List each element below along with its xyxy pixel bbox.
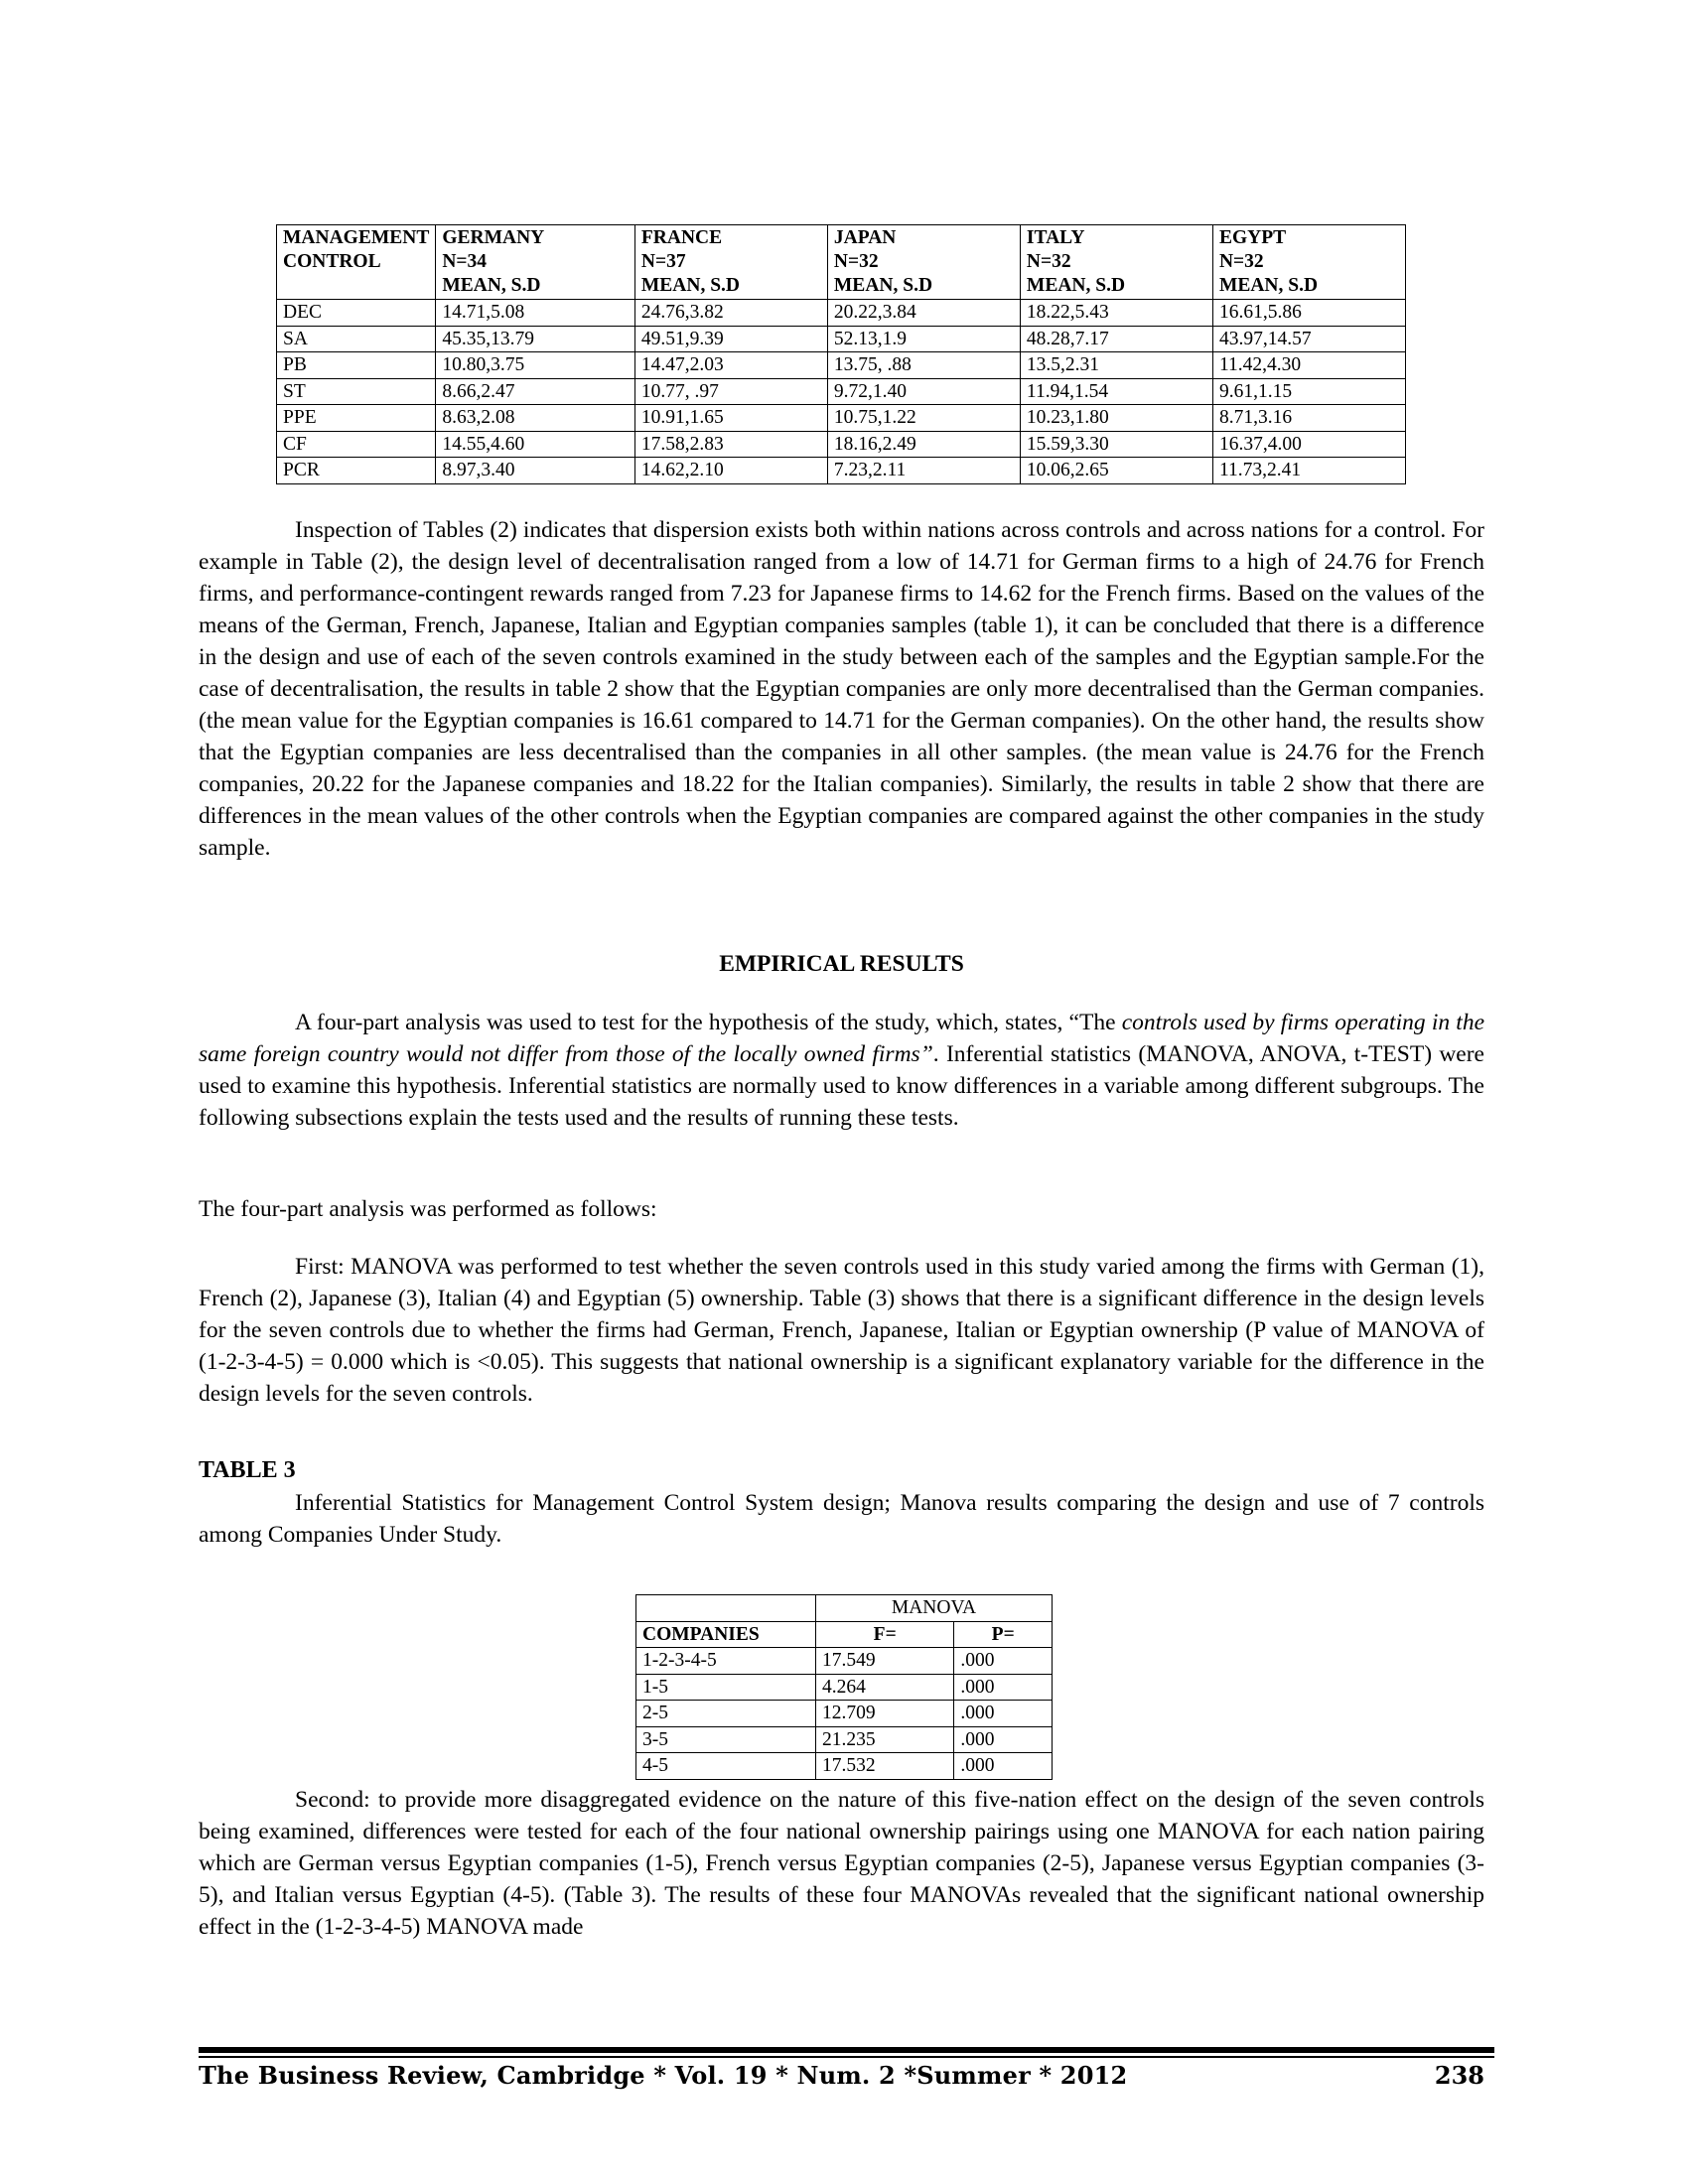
table-cell: 13.5,2.31 <box>1020 352 1212 379</box>
table-cell: 11.94,1.54 <box>1020 378 1212 405</box>
table-cell: 1-5 <box>636 1674 816 1701</box>
table-cell: 4-5 <box>636 1753 816 1780</box>
table-cell: 7.23,2.11 <box>827 458 1020 484</box>
table-cell: 11.73,2.41 <box>1212 458 1405 484</box>
header-italy <box>1020 225 1212 300</box>
table-cell: 10.23,1.80 <box>1020 405 1212 432</box>
hypothesis-quote: controls used by firms operating in the same foreign country would not differ from those of the locally owned firms” <box>199 1010 1485 1067</box>
table-2-means <box>276 224 1406 484</box>
table-cell: 8.97,3.40 <box>436 458 635 484</box>
header-line: EGYPT <box>1218 227 1287 248</box>
section-heading-empirical-results: EMPIRICAL RESULTS <box>719 951 964 977</box>
table-row <box>636 1648 1053 1675</box>
header-line: MEAN, S.D <box>442 275 541 296</box>
table-cell: 20.22,3.84 <box>827 300 1020 327</box>
table-row <box>277 458 1406 484</box>
footer-journal-citation: The Business Review, Cambridge * Vol. 19 * Num. 2 *Summer * 2012 <box>199 2061 1128 2090</box>
table-row <box>636 1674 1053 1701</box>
table-cell: 1-2-3-4-5 <box>636 1648 816 1675</box>
table-cell: 12.709 <box>816 1701 954 1727</box>
table-cell: 9.72,1.40 <box>827 378 1020 405</box>
header-line: GERMANY <box>442 227 545 248</box>
table-cell: 45.35,13.79 <box>436 326 635 352</box>
table-2-header-row <box>277 225 1406 300</box>
table-cell: 17.549 <box>816 1648 954 1675</box>
table-cell: 3-5 <box>636 1726 816 1753</box>
table-cell: 14.62,2.10 <box>634 458 827 484</box>
table-row <box>636 1726 1053 1753</box>
table-cell: 14.71,5.08 <box>436 300 635 327</box>
table-cell: SA <box>277 326 436 352</box>
header-p: P= <box>954 1621 1053 1648</box>
paragraph-performed-as-follows: The four-part analysis was performed as follows: <box>199 1196 657 1222</box>
header-line: MEAN, S.D <box>833 275 933 296</box>
table-cell: 8.66,2.47 <box>436 378 635 405</box>
header-line: MEAN, S.D <box>640 275 741 296</box>
header-line: N=32 <box>1026 251 1071 272</box>
table-cell: 43.97,14.57 <box>1212 326 1405 352</box>
header-companies: COMPANIES <box>636 1621 816 1648</box>
table-3-manova <box>635 1594 1053 1780</box>
table-cell: PPE <box>277 405 436 432</box>
table-cell: CF <box>277 431 436 458</box>
footer-page-number: 238 <box>1434 2061 1484 2090</box>
table-cell: .000 <box>954 1753 1053 1780</box>
table-cell: DEC <box>277 300 436 327</box>
table-cell: 8.63,2.08 <box>436 405 635 432</box>
table-row <box>277 405 1406 432</box>
table-cell: 9.61,1.15 <box>1212 378 1405 405</box>
table-cell: 15.59,3.30 <box>1020 431 1212 458</box>
table-row <box>277 352 1406 379</box>
table-cell: 14.47,2.03 <box>634 352 827 379</box>
table-cell: 14.55,4.60 <box>436 431 635 458</box>
header-line: N=37 <box>640 251 686 272</box>
table-cell: 11.42,4.30 <box>1212 352 1405 379</box>
header-line: N=34 <box>442 251 488 272</box>
manova-group-header: MANOVA <box>816 1595 1053 1622</box>
paragraph-first-manova: First: MANOVA was performed to test whether the seven controls used in this study varied among the firms with German (1), French (2), Japanese (3), Italian (4) and Egyptian (5) ownership. Table (3) shows that there is a significant difference in the design levels for the seven controls due to whether the firms had German, French, Japanese, Italian or Egyptian ownership (P value of MANOVA of (1-2-3-4-5) = 0.000 which is <0.05). This suggests that national ownership is a significant explanatory variable for the difference in the design levels for the seven controls. <box>199 1254 1484 1407</box>
table-cell: .000 <box>954 1674 1053 1701</box>
header-line: FRANCE <box>640 227 723 248</box>
table-3-label: TABLE 3 <box>199 1457 296 1483</box>
table-cell: 2-5 <box>636 1701 816 1727</box>
text-span: . Inferential statistics (MANOVA, ANOVA, t-TEST) were used to examine this hypothesis. Inferential statistics are normally used to know differences in a variable among different subgroups. The following subsections explain the tests used and the results of running these tests. <box>199 1041 1484 1131</box>
table-cell: 17.532 <box>816 1753 954 1780</box>
header-line: MEAN, S.D <box>1026 275 1126 296</box>
header-germany <box>436 225 635 300</box>
header-line: MANAGEMENT <box>283 227 430 248</box>
header-line: N=32 <box>1218 251 1264 272</box>
table-cell: 10.91,1.65 <box>634 405 827 432</box>
text-span: A four-part analysis was used to test for the hypothesis of the study, which, states, “The <box>295 1010 1122 1035</box>
table-cell: 16.61,5.86 <box>1212 300 1405 327</box>
header-japan <box>827 225 1020 300</box>
header-line: CONTROL <box>283 251 381 272</box>
header-line: N=32 <box>833 251 879 272</box>
page <box>199 0 1484 2184</box>
table-cell: 10.80,3.75 <box>436 352 635 379</box>
header-line: ITALY <box>1026 227 1085 248</box>
footer-rule-thick <box>199 2047 1494 2053</box>
table-row <box>636 1753 1053 1780</box>
table-cell: 21.235 <box>816 1726 954 1753</box>
table-cell: 16.37,4.00 <box>1212 431 1405 458</box>
table-cell-empty <box>636 1595 816 1622</box>
table-cell: 13.75, .88 <box>827 352 1020 379</box>
table-cell: 10.06,2.65 <box>1020 458 1212 484</box>
table-cell: ST <box>277 378 436 405</box>
paragraph-second-manova: Second: to provide more disaggregated evidence on the nature of this five-nation effect on the design of the seven controls being examined, differences were tested for each of the four national ownership pairings using one MANOVA for each nation pairing which are German versus Egyptian companies (1-5), French versus Egyptian companies (2-5), Japanese versus Egyptian companies (3-5), and Italian versus Egyptian (4-5). (Table 3). The results of these four MANOVAs revealed that the significant national ownership effect in the (1-2-3-4-5) MANOVA made <box>199 1787 1484 1940</box>
table-cell: PB <box>277 352 436 379</box>
footer-rule-thin <box>199 2056 1494 2058</box>
table-cell: 24.76,3.82 <box>634 300 827 327</box>
table-cell: 10.77, .97 <box>634 378 827 405</box>
table-cell: 4.264 <box>816 1674 954 1701</box>
table-row <box>277 378 1406 405</box>
header-line: JAPAN <box>833 227 897 248</box>
header-line: MEAN, S.D <box>1218 275 1319 296</box>
paragraph-inspection: Inspection of Tables (2) indicates that dispersion exists both within nations across controls and across nations for a control. For example in Table (2), the design level of decentralisation ranged from a low of 14.71 for German firms to a high of 24.76 for French firms, and performance-contingent rewards ranged from 7.23 for Japanese firms to 14.62 for the French firms. Based on the values of the means of the German, French, Japanese, Italian and Egyptian companies samples (table 1), it can be concluded that there is a difference in the design and use of each of the seven controls examined in the study between each of the samples and the Egyptian sample.For the case of decentralisation, the results in table 2 show that the Egyptian companies are only more decentralised than the German companies. (the mean value for the Egyptian companies is 16.61 compared to 14.71 for the German companies). On the other hand, the results show that the Egyptian companies are less decentralised than the companies in all other samples. (the mean value is 24.76 for the French companies, 20.22 for the Japanese companies and 18.22 for the Italian companies). Similarly, the results in table 2 show that there are differences in the mean values of the other controls when the Egyptian companies are compared against the other companies in the study sample. <box>199 517 1484 861</box>
paragraph-four-part-analysis <box>199 1007 1484 1134</box>
table-cell: PCR <box>277 458 436 484</box>
header-egypt <box>1212 225 1405 300</box>
table-3-group-header-row <box>636 1595 1053 1622</box>
table-cell: 18.16,2.49 <box>827 431 1020 458</box>
table-cell: .000 <box>954 1701 1053 1727</box>
table-3-caption: Inferential Statistics for Management Control System design; Manova results comparing the design and use of 7 controls among Companies Under Study. <box>199 1490 1484 1548</box>
table-cell: 10.75,1.22 <box>827 405 1020 432</box>
table-row <box>636 1701 1053 1727</box>
table-cell: 52.13,1.9 <box>827 326 1020 352</box>
table-cell: 8.71,3.16 <box>1212 405 1405 432</box>
header-f: F= <box>816 1621 954 1648</box>
header-management-control <box>277 225 436 300</box>
table-row <box>277 326 1406 352</box>
table-cell: .000 <box>954 1648 1053 1675</box>
header-france <box>634 225 827 300</box>
table-cell: 18.22,5.43 <box>1020 300 1212 327</box>
table-row <box>277 431 1406 458</box>
table-cell: 48.28,7.17 <box>1020 326 1212 352</box>
table-row <box>277 300 1406 327</box>
table-3-header-row <box>636 1621 1053 1648</box>
table-cell: 17.58,2.83 <box>634 431 827 458</box>
table-cell: .000 <box>954 1726 1053 1753</box>
table-cell: 49.51,9.39 <box>634 326 827 352</box>
